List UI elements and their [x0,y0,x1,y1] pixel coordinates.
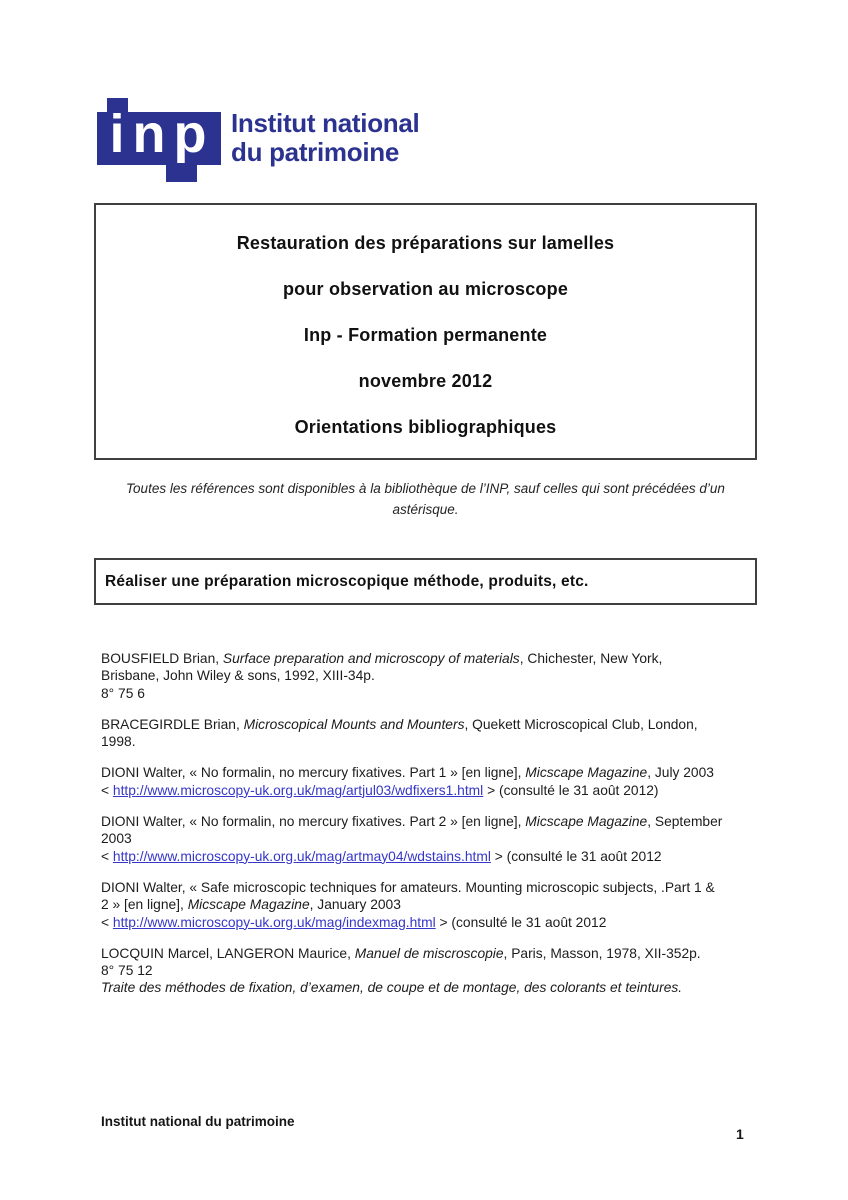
bib-text: > (consulté le 31 août 2012 [490,848,662,864]
bib-title-italic: Traite des méthodes de fixation, d’examen, de coupe et de montage, des colorants et teintures. [101,980,683,996]
bib-entry [101,813,761,865]
bib-link[interactable]: http://www.microscopy-uk.org.uk/mag/artjul03/wdfixers1.html [112,782,484,798]
bib-text: 2003 [101,831,132,847]
bib-text: < [101,782,113,798]
bib-text: , July 2003 [647,765,714,781]
bib-link[interactable]: http://www.microscopy-uk.org.uk/mag/artmay04/wdstains.html [112,848,491,864]
inp-logo-acronym: inp [109,104,215,164]
bib-title-italic: Surface preparation and microscopy of materials [222,651,520,666]
bib-text: 2 » [en ligne], [101,897,188,913]
bib-entry [101,650,761,702]
bib-text: Brisbane, John Wiley & sons, 1992, XIII-34p. [101,668,375,684]
title-line-2: pour observation au microscope [282,279,569,299]
bib-text: 8° 75 6 [101,685,145,701]
inp-logo [97,98,437,184]
bib-text: , September [647,814,723,830]
title-line-4: novembre 2012 [358,371,493,391]
bib-title-italic: Microscopical Mounts and Mounters [243,716,465,732]
bib-title-italic: Manuel de miscroscopie [354,945,504,961]
bib-text: LOCQUIN Marcel, LANGERON Maurice, [101,945,355,961]
bib-text: BRACEGIRDLE Brian, [101,716,244,732]
bibliography-list [101,650,761,1011]
inp-logo-wordmark-line2: du patrimoine [231,137,399,167]
bib-text: > (consulté le 31 août 2012 [435,914,607,930]
title-line-1: Restauration des préparations sur lamelles [236,233,615,253]
bib-text: DIONI Walter, « Safe microscopic techniques for amateurs. Mounting microscopic subjects, .Part 1 & [101,879,715,895]
bib-text: 8° 75 12 [101,963,153,979]
section-header-title: Réaliser une préparation microscopique méthode, produits, etc. [105,572,589,590]
bib-text: , January 2003 [309,897,401,913]
title-line-5: Orientations bibliographiques [294,417,557,437]
section-header-box [94,558,757,605]
inp-logo-wordmark [231,109,419,167]
title-box [94,203,757,460]
bib-text: DIONI Walter, « No formalin, no mercury fixatives. Part 1 » [en ligne], [101,765,526,781]
bib-entry [101,764,761,799]
inp-logo-wordmark-line1: Institut national [231,108,420,138]
page-number: 1 [736,1126,744,1142]
title-line-3: Inp - Formation permanente [303,325,548,345]
bib-text: BOUSFIELD Brian, [101,651,223,666]
bib-title-italic: Micscape Magazine [525,765,648,781]
bib-entry [101,879,761,931]
bib-text: DIONI Walter, « No formalin, no mercury fixatives. Part 2 » [en ligne], [101,814,526,830]
bib-entry [101,945,761,997]
bib-link[interactable]: http://www.microscopy-uk.org.uk/mag/indexmag.html [112,914,436,930]
footer-organization: Institut national du patrimoine [101,1114,295,1129]
bib-text: , Chichester, New York, [519,651,663,666]
bib-title-italic: Micscape Magazine [187,897,310,913]
bib-text: 1998. [101,734,136,750]
bib-title-italic: Micscape Magazine [525,814,648,830]
bib-entry [101,716,761,751]
availability-note: Toutes les références sont disponibles à la bibliothèque de l’INP, sauf celles qui sont précédées d’un astérisque. [126,481,725,517]
inp-logo-mark [97,98,221,182]
bib-text: > (consulté le 31 août 2012) [483,782,659,798]
bib-text: , Quekett Microscopical Club, London, [464,716,698,732]
bib-text: < [101,914,113,930]
bib-text: < [101,848,113,864]
bib-text: , Paris, Masson, 1978, XII-352p. [503,945,701,961]
